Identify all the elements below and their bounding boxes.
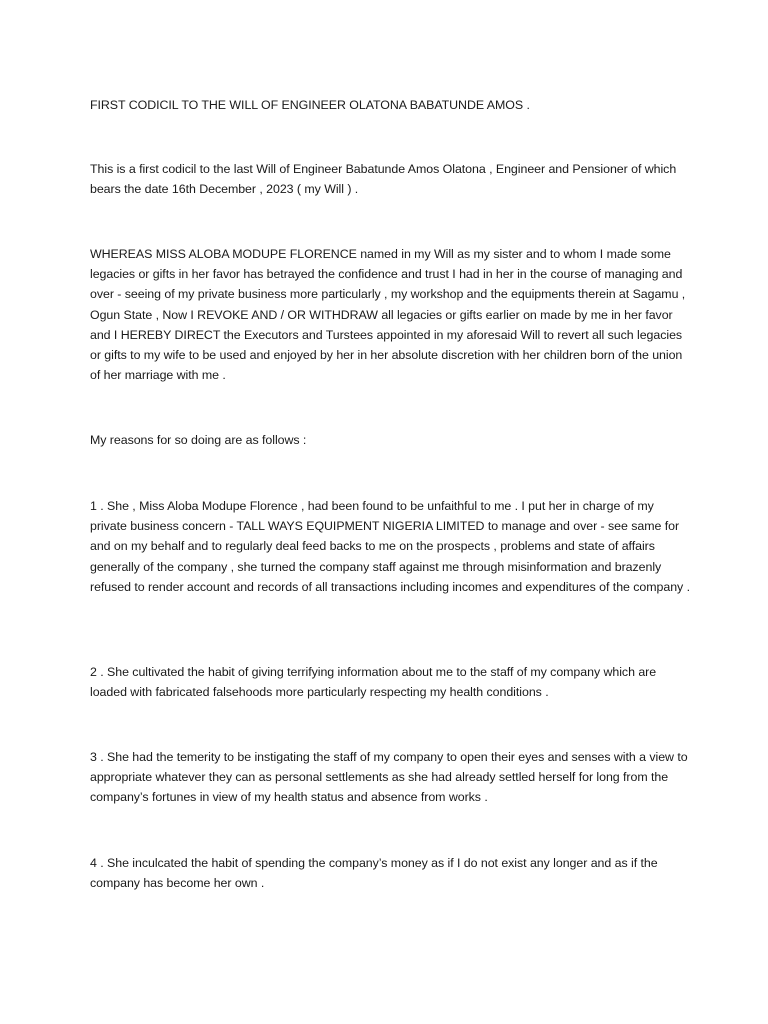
reason-item-4: 4 . She inculcated the habit of spending the company’s money as if I do not exist any longer and as if the company has become her own . — [90, 856, 658, 891]
reasons-intro: My reasons for so doing are as follows : — [90, 433, 307, 447]
reason-item-3: 3 . She had the temerity to be instigating the staff of my company to open their eyes and senses with a view to appropriate whatever they can as personal settlements as she had already settled herself for long from the company’s fortunes in view of my health status and absence from works . — [90, 750, 688, 805]
reason-item-2: 2 . She cultivated the habit of giving terrifying information about me to the staff of my company which are loaded with fabricated falsehoods more particularly respecting my health conditions . — [90, 665, 657, 700]
intro-paragraph: This is a first codicil to the last Will of Engineer Babatunde Amos Olatona , Engineer and Pensioner of which bears the date 16th December , 2023 ( my Will ) . — [90, 162, 677, 197]
document-title: FIRST CODICIL TO THE WILL OF ENGINEER OLATONA BABATUNDE AMOS . — [90, 98, 530, 112]
whereas-paragraph: WHEREAS MISS ALOBA MODUPE FLORENCE named in my Will as my sister and to whom I made some legacies or gifts in her favor has betrayed the confidence and trust I had in her in the course of managing and over - seeing of my private business more particularly , my workshop and the equipments therein at Sagamu , Ogun State , Now I REVOKE AND / OR WITHDRAW all legacies or gifts earlier on made by me in her favor and I HEREBY DIRECT the Executors and Turstees appointed in my aforesaid Will to revert all such legacies or gifts to my wife to be used and enjoyed by her in her absolute discretion with her children born of the union of her marriage with me . — [90, 247, 686, 383]
reason-item-1: 1 . She , Miss Aloba Modupe Florence , had been found to be unfaithful to me . I put her in charge of my private business concern - TALL WAYS EQUIPMENT NIGERIA LIMITED to manage and over - see same for and on my behalf and to regularly deal feed backs to me on the prospects , problems and state of affairs generally of the company , she turned the company staff against me through misinformation and brazenly refused to render account and records of all transactions including incomes and expenditures of the company . — [90, 499, 690, 594]
